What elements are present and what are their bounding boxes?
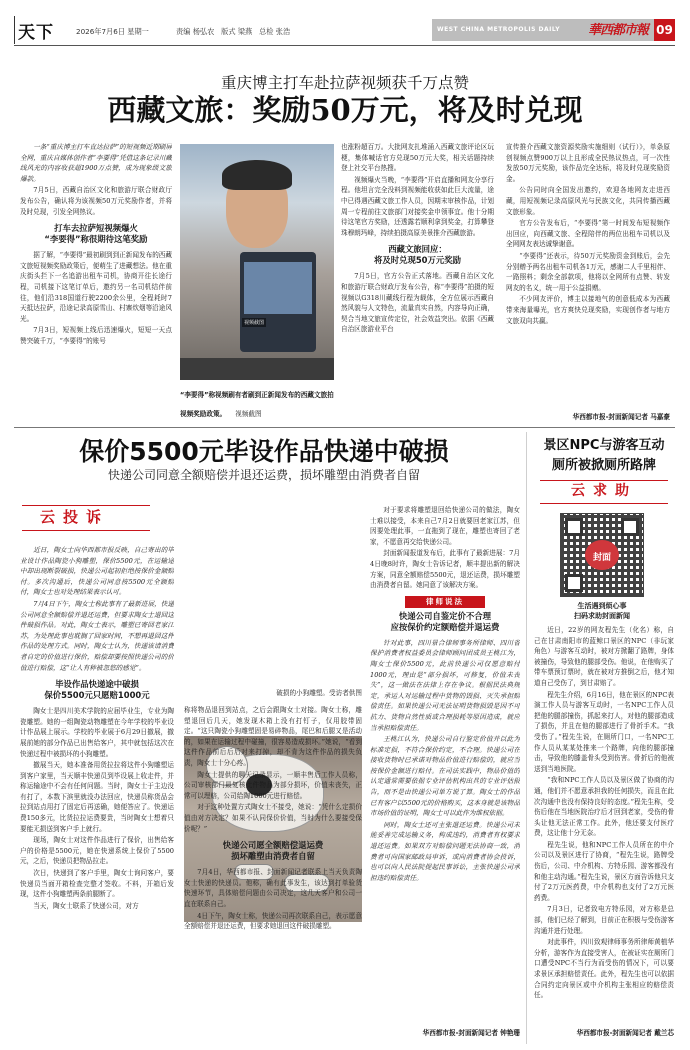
story2-colB-p4: 7月4日，华西都市报、封面新闻记者联系上当天负责陶女士快递的快递员。他称，确有此事发生，该达到打单验货快速环节，具体赔偿问题由公司决定，这几天客户和公司一直在联系自己。 bbox=[184, 868, 362, 908]
story3-p1: 近日，22岁的网友程先生（化名）称，自己在甘肃南阳市的蓝鲸口景区的NPC（非玩家角色）与游客互动时，被对方掀翻了路牌，身体被撞伤，导致他的腿部受伤。他说，在他购买了带车票预订票时，就在被对方推倒之后，他才知道自己受伤了，到甘肃赔了。 bbox=[534, 626, 674, 687]
story2-tag bbox=[22, 505, 150, 531]
story2-colA-p2: 撤展当天，她本准备用货拉拉将这件小狗雕塑运到客户家里，当天顺丰快递员到毕设展上收走件，并称运输途中不会有任何问题。当时，陶女士于主边没有打了，本数下滨里就没办法回应，快递员称货品会拉到站点用打了固定后再送确，她便答应了。快递运费150多元，比货拉拉运费要贵，当时陶女士想着只要能无损送到客户手上就行。 bbox=[20, 761, 174, 833]
editor-name-2: 梁燕 bbox=[237, 27, 253, 36]
story3-tag-text: 云求助 bbox=[571, 483, 637, 499]
story2-colC-p4: 王桃江认为，快递公司自行鉴定价值并以此为标准定损，不符合保价约定，不合理。快递公司在接收货物时已承诺对物品价值进行赔偿的，就应当按保价金额进行赔付。在司法实践中，物品价值的认定通常需要依据专业评估机构出具的专业评估报告，而不是由快递公司单方说了算。陶女士的作品已有客户以5500元的价格购买，这本身就是该物品市场价值的证明，陶女士可以此作为维权依据。 bbox=[370, 735, 520, 818]
story2-colB bbox=[184, 705, 362, 1043]
story1-credit: 华西都市报-封面新闻记者 马嘉豪 bbox=[572, 413, 670, 421]
story3-credit: 华西都市报-封面新闻记者 戴兰芯 bbox=[576, 1029, 674, 1037]
story2-headline: 保价5500元毕设作品快递中破损 bbox=[79, 437, 449, 466]
story2-colA-p3: 现场，陶女士对这件作品进行了保价，出售给客户的价格是5500元，她在快递系统上保价了5500元，之后，快递员把物品拉走。 bbox=[20, 836, 174, 866]
story3-tag bbox=[540, 480, 668, 504]
story1-col4-p5: 不少网友评价，博主以接地气的创意低成本为西藏带来海量曝光，官方爽快兑现奖励，实现创作者与地方文旅双向共赢。 bbox=[506, 295, 670, 325]
story1-subhead-2-line1: 西藏文旅回应： bbox=[388, 244, 447, 255]
story3-p2: 程先生介绍，6月16日，他在景区的NPC表演工作人员与游客互动时，一名NPC工作人员把他的腿部撞伤，抓起来打人，对他的腿部造成了损伤，并且在他的腿部进行了骨折手术。“我受伤了。”程先生说，在厕所门口，一名NPC工作人员从某某处推来一个路牌，向他的腿部撞击，导致他的膝盖骨头受到伤害。骨折后的他被送到当地医院。 bbox=[534, 690, 674, 773]
story2-subhead-2 bbox=[184, 840, 362, 862]
story2-subhead-1 bbox=[20, 679, 174, 701]
story2-colC bbox=[370, 505, 520, 1025]
story1-col3-p2: 视频爆火当晚，“李要得”开启直播和网友分享行程。他坦言完全没料到视频能收获如此巨大流量，途中已得遇西藏文旅工作人员，因期末审核作品，计划周一专程前往文旅部门对接奖金申领事宜。他十分期待这笔官方奖励，还透露若顺利拿到奖金，打算攀登珠穆朗玛峰，持续拍摄高原美景推介西藏旅游。 bbox=[341, 175, 494, 237]
story1-col3-p1: 也涨粉超百万。大批网友扎堆涌入西藏文旅评论区玩梗，集体喊话官方兑现50万元大奖，相关话题持续登上社交平台热搜。 bbox=[341, 143, 494, 173]
story2-subheadline: 快递公司同意全额赔偿并退还运费，损坏雕塑由消费者自留 bbox=[107, 468, 420, 482]
qr-center-logo bbox=[585, 540, 619, 570]
qr-corner-tl bbox=[565, 518, 583, 536]
story1-photo-caption bbox=[180, 382, 334, 420]
qr-corner-bl bbox=[565, 574, 583, 592]
editor-info bbox=[176, 27, 290, 37]
story2-colC-p5: 同时，陶女士还可主张退还运费。快递公司未能妥善完成运输义务，构成违约，消费者有权要求退还运费。如果双方对赔偿问题无法协商一致，消费者可向国家邮政局申诉，或向消费者协会投诉，也可以向人民法院提起民事诉讼，主张快递公司承担违约赔偿责任。 bbox=[370, 820, 520, 882]
story2-colC-p2: 封面新闻报道发布后，此事有了最新进展：7月4日晚8时许，陶女士告诉记者，顺丰提出新的解决方案，同意全额赔偿5500元，退还运费，损坏雕塑由消费者自留。她同意了该解决方案。 bbox=[370, 549, 520, 590]
editor-role-3: 总检 bbox=[259, 27, 274, 36]
lawyer-tag: 律师说法 bbox=[405, 596, 485, 608]
editor-role-2: 版式 bbox=[221, 27, 236, 36]
story1-col1-p2: 据了解，“李要得”最初刷到到正新闻发布的西藏文旅短视频奖励政策后，便萌生了进藏想法。他在重庆街头拦下一名追游出租车司机，协商开往长途行程，司机接下这笔订单后，邀约另一名司机结伴前往，他们沿318国道行驶2200余公里，全程耗时7天抵达拉萨，沿途记录高原雪山、村寨炊烟等沿途风光。 bbox=[20, 251, 172, 323]
story1-subhead-1-line2: “李要得”称很期待这笔奖励 bbox=[44, 234, 148, 245]
divider-rule bbox=[14, 427, 675, 428]
story1-col4-p2: 公告同时向全国发出邀约，欢迎各地网友走进西藏，用短视频记录高原风光与民族文化，共同传播西藏文旅形象。 bbox=[506, 186, 670, 216]
story1-subhead-2 bbox=[341, 244, 494, 266]
qr-label-2: 扫码求助封面新闻 bbox=[574, 612, 630, 620]
story2-subhead-3-line2: 应按保价约定额赔偿并退运费 bbox=[390, 621, 500, 632]
paper-logo: 華西都市報 bbox=[588, 23, 649, 38]
story1-subhead-1 bbox=[20, 223, 172, 245]
qr-label-1: 生活遇到烦心事 bbox=[577, 602, 627, 610]
story3-headline-line2: 厕所被掀厕所路牌 bbox=[551, 458, 656, 473]
date-line: 2026年7月6日 星期一 bbox=[76, 27, 149, 36]
hair-shape bbox=[222, 160, 292, 190]
story1-col3 bbox=[341, 142, 494, 407]
story2-subhead-3 bbox=[370, 611, 520, 633]
story1-col1 bbox=[20, 142, 172, 407]
story2-colC-p3: 针对此事，四川景合律师事务所律师、四川省保护消费者权益委员会律师顾问团成员王桃江为，陶女士保价5500元，此前快递公司仅愿意赔付1000元，理由是“部分损坏，可修复，价值未丧失”，这一做法在法律上存在争议。根据民法典规定，承运人对运输过程中货物的毁损、灭失承担赔偿责任。如果快递公司无法证明货物损毁是因不可抗力、货物自然性质或合理损耗等原因造成，就应当承担赔偿责任。 bbox=[370, 638, 520, 732]
story3-col bbox=[534, 625, 674, 1023]
paper-name-en: WEST CHINA METROPOLIS DAILY bbox=[437, 26, 561, 33]
story3-p3: “我和NPC工作人员以及景区做了协商的沟通，他们并不愿意承担我的任何损失，而且在此次沟通中也没有保持良好的态度。”程先生称，受伤后他在当地医院治疗后才回到老家，受伤的骨头让他无法正常工作。此外，他还要支付医疗费，这让他十分无奈。 bbox=[534, 776, 674, 838]
masthead-section-block bbox=[14, 16, 15, 44]
story2-colA-p5: 当天，陶女士联系了快递公司，对方 bbox=[33, 901, 139, 910]
story2-colB-p3: 对于这种处置方式陶女士不接受，她说：“凭什么定损价值由对方决定？如果不认同保价价值，当时为什么要接受保价呢？” bbox=[184, 803, 362, 833]
qr-label bbox=[540, 601, 664, 621]
editor-name-1: 杨弘农 bbox=[192, 27, 215, 36]
story2-colA-p1: 陶女士是四川美术学院的应届毕业生，专业为陶瓷雕塑。她的一组陶瓷动物雕塑在今年学校的毕业设计作品展上展示。学校的毕业展于6月29日撤展，撤展前她的部分作品已出售给客户，其中就包括这次在快递过程中被损坏的小狗雕塑。 bbox=[20, 707, 174, 758]
story3-p6: 对此事件，四川致观律师事务所律师黄植华分析，游客作为直接受害人，在被证实在厕所门口遭受NPC不当行为而受伤的情况下，可以要求景区承担赔偿责任。此外，程先生也可以依据合同约定向景区或中介机构主张相应的赔偿责任。 bbox=[534, 938, 674, 1000]
story2-intro: 近日，陶女士向华西都市报反映，自己寄出的毕业设计作品陶瓷小狗雕塑，保价5500元，在运输途中却出现断裂破损，快递公司起初拒绝按保价金额赔付。多次沟通后，快递公司同意按5500元全额赔付，陶女士也对处理结果表示认可。 bbox=[20, 546, 174, 597]
story1-subhead-2-line2: 将及时兑现50万元奖励 bbox=[373, 255, 462, 266]
story2-subhead-1-line2: 保价5500元只愿赔1000元 bbox=[44, 690, 150, 701]
story2-subhead-2-line1: 快递公司愿全额赔偿退运费 bbox=[222, 840, 324, 851]
story2-colB-p1: 称将物品退回到站点，之后会跟陶女士对接。陶女士称，雕塑退回后几天，她发现木箱上没有打钉子，仅用胶带固定。“这只陶瓷小狗雕塑固是易碎物品，尾巴和后腿又是活动的，如果在运输过程中碰撞，很容易造成损坏。”她说，“看到这件作品前后后后对来打掉，却不肯为这件作品的损失负责，陶女士十分心疼。 bbox=[184, 706, 362, 767]
story1-col3-p3: 7月5日，官方公告正式落地。西藏自治区文化和旅游厅联合财政厅发布公告，称“李要得”拍摄的短视频以G318川藏线行程为载体，全方位展示西藏自然风貌与人文特色，流量真实自然，内容导向正确，契合当地文旅宣传定位，社会效益突出。依据《西藏自治区旅游业平台 bbox=[341, 272, 494, 334]
photo-bottom-bar bbox=[180, 358, 334, 380]
story3-headline bbox=[532, 436, 676, 476]
page-number: 09 bbox=[654, 19, 675, 41]
story1-col4-p4: “李要得”还表示，待50万元奖励资金到账后，会先分别赠予两名出租车司机各1万元，感谢二人千里相伴、一路照料；剩余全部款项，他将以全网所有点赞、转发网友的名义，统一用于公益捐赠。 bbox=[506, 251, 670, 292]
story2-colA-p4: 次日，快递到了客户手里，陶女士询问客户，要快递员当面开箱检查完整才签收。不料，开箱后发现，这件小狗雕塑两条前腿断了。 bbox=[20, 869, 174, 899]
story3-p4: 程先生说，他和NPC工作人员所在的中介公司以及景区进行了协商，“程先生说，路牌受伤后，公司、中介机构、方特乐园、游客都没有和他主动沟通。”程先生说，景区方面告诉他只支付了2万元医药费，中介机构也支付了2万元医药费。 bbox=[534, 840, 674, 902]
editor-name-3: 张浩 bbox=[275, 27, 291, 36]
column-divider bbox=[526, 432, 527, 1044]
section-title: 天下 bbox=[18, 23, 54, 43]
story2-subhead-1-line1: 毕设作品快递途中破损 bbox=[55, 679, 139, 690]
story2-intro2: 7月4日下午，陶女士称此事有了最新进展，快递公司同意全额赔偿并退还运费，但要求陶女士退回这件破损作品。对此，陶女士表示，雕塑已寄回老家江苏，为处理此事也耽搁了回家时间，不想再退回这件作品的处理方式。同时，陶女士认为，快递该请消费者自定的价值进行保价，赔偿却要按照快递公司的价值进行赔偿，这“让人有种被忽悠的感觉”。 bbox=[20, 599, 174, 672]
story1-kicker: 重庆博主打车赴拉萨视频获千万点赞 bbox=[220, 74, 469, 92]
story1-col1-p3: 7月3日，短视频上线后迅速爆火，短短一天点赞突破千万，“李要得”的账号 bbox=[20, 326, 172, 345]
masthead bbox=[0, 0, 690, 50]
story1-subhead-1-line1: 打车去拉萨短视频爆火 bbox=[54, 223, 138, 234]
qr-corner-tr bbox=[621, 518, 639, 536]
story2-colC-p1: 对于要求将雕塑退回给快递公司的做法，陶女士难以接受，本来自己7月2日就要回老家江苏，但因要处理此事，一直拖到了现在，雕塑也寄回了老家，不愿意再交给快递公司。 bbox=[370, 506, 520, 546]
phone-inner bbox=[244, 262, 312, 314]
photo-overlay-tag: 视频截图 bbox=[244, 320, 265, 326]
story2-tag-text: 云投诉 bbox=[40, 508, 110, 526]
story1-photo-credit: 视频截图 bbox=[235, 410, 262, 418]
masthead-rule bbox=[14, 45, 675, 46]
qr-code[interactable] bbox=[560, 513, 644, 597]
story1-col4-p3: 官方公告发布后，“李要得”第一时间发布短视频作出回应，向西藏文旅、全程陪伴的两位出租车司机以及全网网友表达诚挚谢意。 bbox=[506, 219, 670, 249]
story2-colB-p5: 4日下午，陶女士称，快递公司再次联系自己，表示愿意全额赔偿并退还运费，但要求她退回这件破损雕塑。 bbox=[184, 911, 362, 931]
editor-role-1: 责编 bbox=[176, 27, 191, 36]
story1-lead: 一条“重庆博主打车直达拉萨”的短视频近期刷屏全网，重庆自媒体创作者“李要得”凭借这条记录川藏线风光的内容收获超1900万点赞，成为现象级文旅爆款。 bbox=[20, 143, 172, 183]
story2-subhead-2-line2: 损坏雕塑由消费者自留 bbox=[231, 851, 315, 862]
story2-colA bbox=[20, 545, 174, 1043]
story2-colB-p2: 陶女士提供的聊天记录显示，一顺丰售后工作人员称，公司审核部门最复核此件物品为部分损坏，价值未丧失，正常可以理赔，公司给陶1000元进行赔偿。 bbox=[184, 770, 362, 800]
story1-col1-p1: 7月5日，西藏自治区文化和旅游厅联合财政厅发布公告，确认将为该视频50万元奖励作者，并将及时兑现，引发全网热议。 bbox=[20, 186, 172, 216]
story1-headline: 西藏文旅：奖励50万元，将及时兑现 bbox=[107, 93, 583, 127]
story1-col4-p1: 宣传推介西藏文旅资源奖励实施细则（试行）》，单条原创视频点赞900万以上且形成全民热议热点，可一次性发放50万元奖励，该作品完全达标，将及时兑现奖励资金。 bbox=[506, 143, 670, 183]
story2-photo-caption: 破损的小狗雕塑。受访者供图 bbox=[276, 689, 362, 697]
story3-p5: 7月3日，记者致电方特乐园，对方称是总部，他们已经了解到，目前正在积极与受伤游客沟通并进行处理。 bbox=[534, 905, 674, 935]
story1-photo bbox=[180, 144, 334, 380]
story1-photo-caption-text: “李要得”称视频刷有者刷到正新闻发布的西藏文旅拍视频奖励政策。 bbox=[180, 391, 334, 418]
story1-col4 bbox=[506, 142, 670, 410]
story2-subhead-3-line1: 快递公司自鉴定价不合理 bbox=[398, 610, 492, 621]
story2-credit: 华西都市报-封面新闻记者 钟艳珊 bbox=[422, 1029, 520, 1037]
story3-headline-line1: 景区NPC与游客互动 bbox=[543, 438, 665, 453]
qr-brand: 封面 bbox=[592, 553, 611, 563]
